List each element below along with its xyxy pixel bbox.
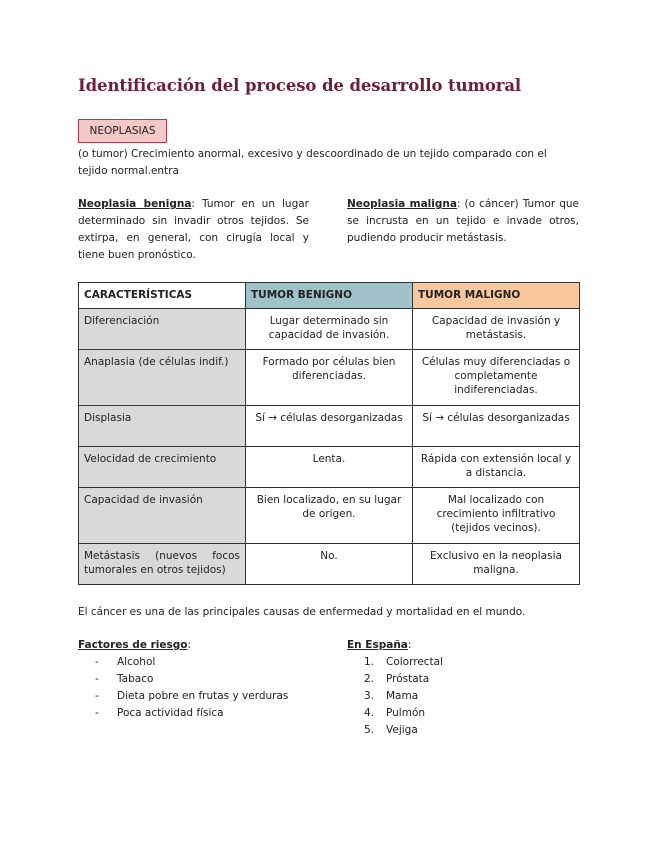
table-row [79, 350, 580, 406]
risk-factors-list [95, 654, 288, 722]
list-item [364, 654, 443, 671]
list-item [95, 705, 288, 722]
risk-factors-colon: : [187, 639, 192, 651]
benign-cell: Sí → células desorganizadas [246, 406, 413, 447]
table-row [79, 406, 580, 447]
malignant-term: Neoplasia maligna [347, 198, 457, 210]
benign-cell: No. [246, 544, 413, 585]
dash-marker: - [95, 656, 99, 668]
list-item-text: Próstata [386, 673, 430, 685]
comparison-table [78, 282, 580, 585]
list-item-text: Tabaco [117, 673, 154, 685]
table-row [79, 488, 580, 544]
list-item-text: Poca actividad física [117, 707, 224, 719]
benign-cell: Formado por células bien diferenciadas. [246, 350, 413, 406]
list-item [364, 722, 443, 739]
list-item-text: Alcohol [117, 656, 156, 668]
number-marker: 1. [364, 656, 375, 668]
list-item-text: Pulmón [386, 707, 426, 719]
risk-factors-heading [78, 637, 191, 654]
malignant-cell: Células muy diferenciadas o completamente indiferenciadas. [413, 350, 580, 406]
intro-paragraph: (o tumor) Crecimiento anormal, excesivo y descoordinado de un tejido comparado con el tejido normal.entra [78, 148, 547, 177]
row-label: Diferenciación [79, 309, 246, 350]
list-item [364, 688, 443, 705]
list-item-text: Vejiga [386, 724, 418, 736]
section-tag: NEOPLASIAS [78, 119, 167, 143]
row-label: Anaplasia (de células indif.) [79, 350, 246, 406]
header-tumor-benigno: TUMOR BENIGNO [246, 283, 413, 309]
list-item-text: Colorrectal [386, 656, 444, 668]
malignant-cell: Exclusivo en la neoplasia maligna. [413, 544, 580, 585]
number-marker: 4. [364, 707, 375, 719]
benign-cell: Lenta. [246, 447, 413, 488]
row-label: Velocidad de crecimiento [79, 447, 246, 488]
malignant-cell: Sí → células desorganizadas [413, 406, 580, 447]
malignant-definition [347, 196, 579, 247]
list-item [364, 671, 443, 688]
list-item [95, 688, 288, 705]
header-tumor-maligno: TUMOR MALIGNO [413, 283, 580, 309]
summary-paragraph: El cáncer es una de las principales causas de enfermedad y mortalidad en el mundo. [78, 606, 526, 618]
number-marker: 2. [364, 673, 375, 685]
spain-colon: : [407, 639, 412, 651]
row-label: Capacidad de invasión [79, 488, 246, 544]
header-caracteristicas: CARACTERÍSTICAS [79, 283, 246, 309]
spain-title: En España [347, 639, 408, 651]
malignant-cell: Mal localizado con crecimiento infiltrativo (tejidos vecinos). [413, 488, 580, 544]
list-item [364, 705, 443, 722]
table-row [79, 544, 580, 585]
table-row [79, 309, 580, 350]
malignant-text: : (o cáncer) Tumor que se incrusta en un tejido e invade otros, pudiendo producir metástasis. [347, 198, 580, 244]
list-item [95, 654, 288, 671]
benign-cell: Bien localizado, en su lugar de origen. [246, 488, 413, 544]
table-row [79, 447, 580, 488]
list-item [95, 671, 288, 688]
number-marker: 3. [364, 690, 375, 702]
spain-heading [347, 637, 411, 654]
number-marker: 5. [364, 724, 375, 736]
benign-text: : Tumor en un lugar determinado sin invadir otros tejidos. Se extirpa, en general, con cirugía local y tiene buen pronóstico. [78, 198, 310, 261]
spain-cancer-list [364, 654, 443, 739]
table-header-row [79, 283, 580, 309]
risk-factors-title: Factores de riesgo [78, 639, 188, 651]
malignant-cell: Rápida con extensión local y a distancia. [413, 447, 580, 488]
list-item-text: Mama [386, 690, 419, 702]
row-label: Metástasis (nuevos focos tumorales en otros tejidos) [79, 544, 246, 585]
dash-marker: - [95, 673, 99, 685]
malignant-cell: Capacidad de invasión y metástasis. [413, 309, 580, 350]
page-title: Identificación del proceso de desarrollo tumoral [78, 76, 522, 95]
dash-marker: - [95, 690, 99, 702]
benign-cell: Lugar determinado sin capacidad de invasión. [246, 309, 413, 350]
dash-marker: - [95, 707, 99, 719]
benign-term: Neoplasia benigna [78, 198, 192, 210]
benign-definition [78, 196, 309, 264]
list-item-text: Dieta pobre en frutas y verduras [117, 690, 289, 702]
row-label: Displasia [79, 406, 246, 447]
